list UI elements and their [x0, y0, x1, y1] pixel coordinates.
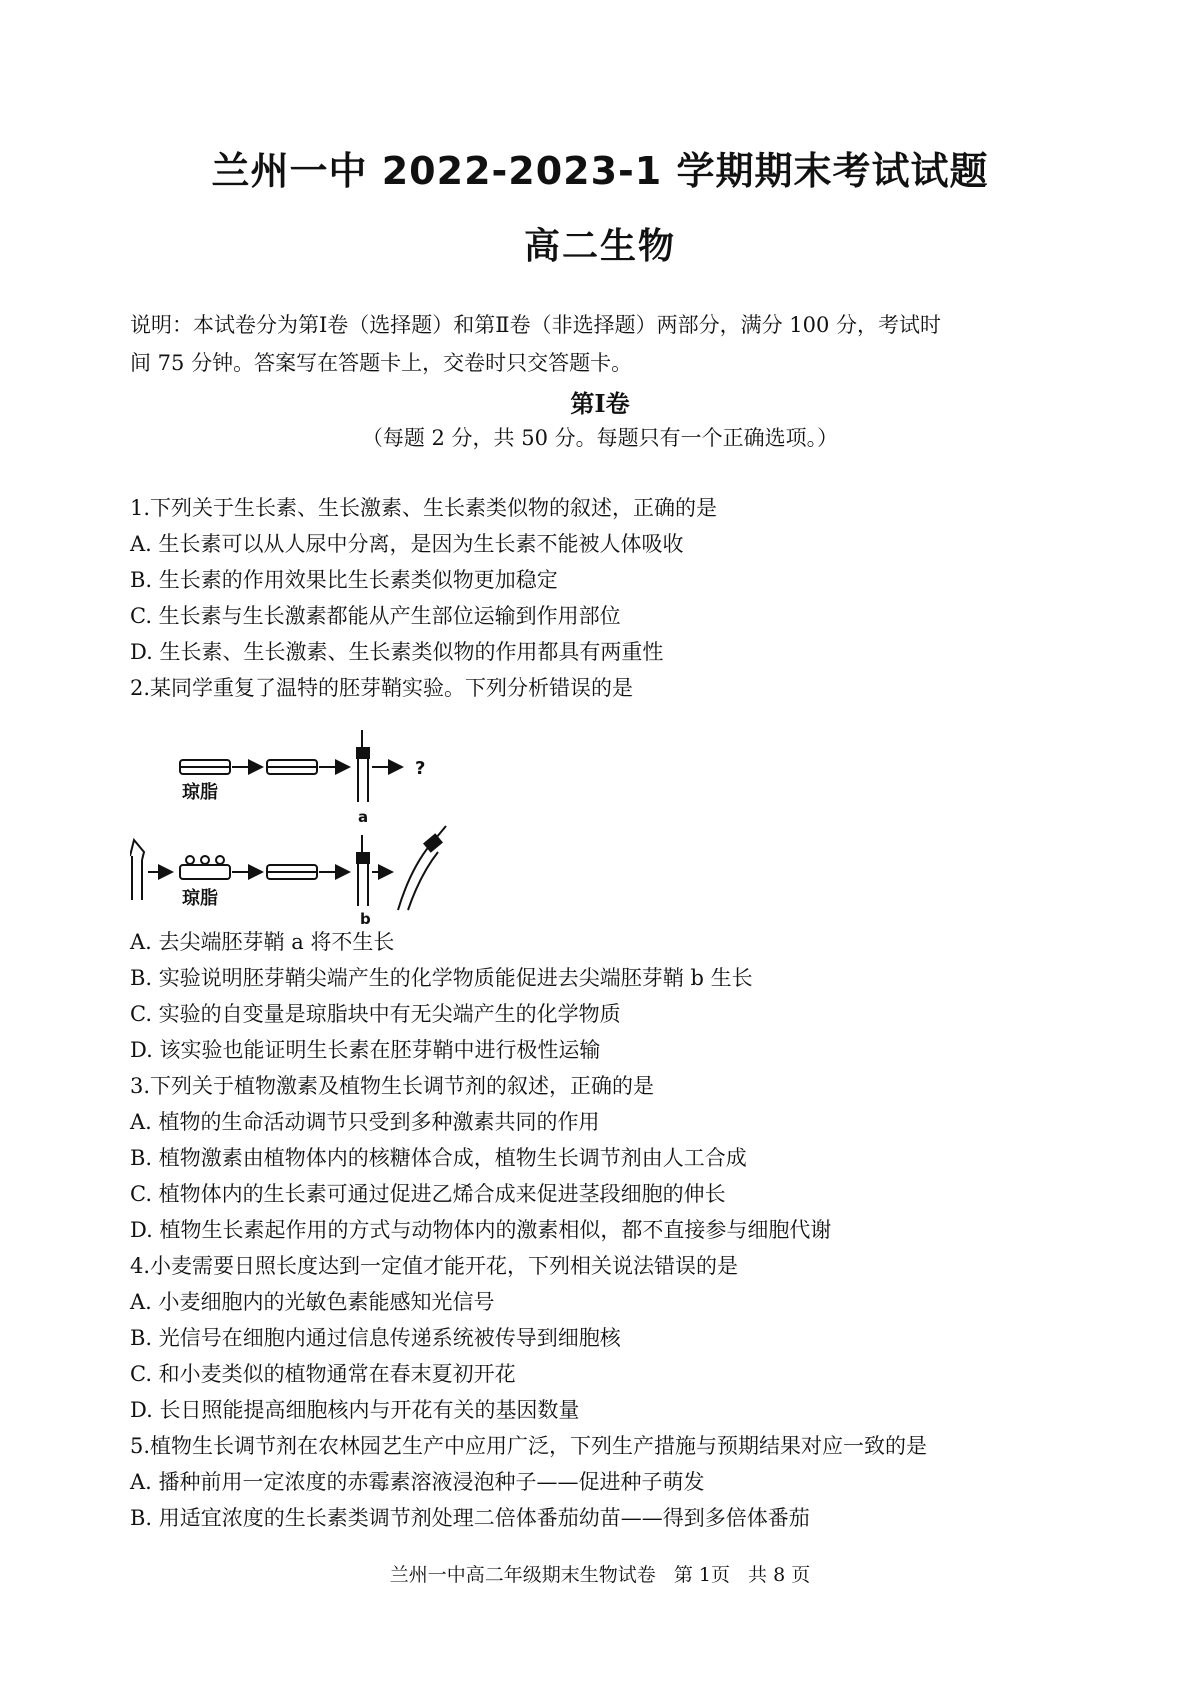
option-line: B. 植物激素由植物体内的核糖体合成，植物生长调节剂由人工合成: [130, 1146, 747, 1170]
section-note: （每题 2 分，共 50 分。每题只有一个正确选项。）: [361, 426, 839, 450]
question-line: 3.下列关于植物激素及植物生长调节剂的叙述，正确的是: [130, 1074, 655, 1098]
instruction-line: 说明：本试卷分为第Ⅰ卷（选择题）和第Ⅱ卷（非选择题）两部分，满分 100 分，考试时: [130, 313, 941, 337]
question-mark: ?: [415, 758, 426, 779]
page-footer: [0, 1560, 1200, 1587]
option-line: C. 植物体内的生长素可通过促进乙烯合成来促进茎段细胞的伸长: [130, 1182, 726, 1206]
option-line: B. 生长素的作用效果比生长素类似物更加稳定: [130, 568, 558, 592]
footer-page-number: 第 1页: [673, 1564, 730, 1586]
option-line: A. 小麦细胞内的光敏色素能感知光信号: [130, 1290, 495, 1314]
option-line: B. 实验说明胚芽鞘尖端产生的化学物质能促进去尖端胚芽鞘 b 生长: [130, 966, 753, 990]
option-line: A. 生长素可以从人尿中分离，是因为生长素不能被人体吸收: [130, 532, 684, 556]
option-line: C. 生长素与生长激素都能从产生部位运输到作用部位: [130, 604, 621, 628]
bottom-row: [130, 826, 446, 910]
went-experiment-diagram: [130, 720, 490, 925]
instructions: [130, 306, 1090, 382]
option-line: A. 去尖端胚芽鞘 a 将不生长: [130, 930, 395, 954]
option-line: A. 植物的生命活动调节只受到多种激素共同的作用: [130, 1110, 600, 1134]
bent-coleoptile: [398, 845, 430, 910]
question-block-2: [130, 924, 1090, 1536]
option-line: D. 生长素、生长激素、生长素类似物的作用都具有两重性: [130, 640, 664, 664]
label-b: b: [360, 910, 371, 925]
agar-block-with-tips: [180, 865, 230, 879]
question-line: 4.小麦需要日照长度达到一定值才能开花，下列相关说法错误的是: [130, 1254, 739, 1278]
agar-label-top: 琼脂: [182, 782, 218, 803]
question-line: 1.下列关于生长素、生长激素、生长素类似物的叙述，正确的是: [130, 496, 718, 520]
page-title: 兰州一中 2022-2023-1 学期期末考试试题: [211, 149, 989, 193]
option-line: C. 实验的自变量是琼脂块中有无尖端产生的化学物质: [130, 1002, 621, 1026]
option-line: B. 光信号在细胞内通过信息传递系统被传导到细胞核: [130, 1326, 621, 1350]
question-block-1: [130, 490, 1090, 706]
option-line: D. 该实验也能证明生长素在胚芽鞘中进行极性运输: [130, 1038, 601, 1062]
instruction-line: 间 75 分钟。答案写在答题卡上，交卷时只交答题卡。: [130, 351, 633, 375]
option-line: C. 和小麦类似的植物通常在春末夏初开花: [130, 1362, 516, 1386]
option-line: A. 播种前用一定浓度的赤霉素溶液浸泡种子——促进种子萌发: [130, 1470, 705, 1494]
label-a: a: [358, 808, 369, 826]
section-title: 第Ⅰ卷: [570, 389, 630, 418]
option-line: B. 用适宜浓度的生长素类调节剂处理二倍体番茄幼苗——得到多倍体番茄: [130, 1506, 810, 1530]
subject-title: 高二生物: [523, 226, 676, 267]
option-line: D. 植物生长素起作用的方式与动物体内的激素相似，都不直接参与细胞代谢: [130, 1218, 832, 1242]
question-line: 5.植物生长调节剂在农林园艺生产中应用广泛，下列生产措施与预期结果对应一致的是: [130, 1434, 928, 1458]
agar-label-bottom: 琼脂: [182, 888, 218, 909]
option-line: D. 长日照能提高细胞核内与开花有关的基因数量: [130, 1398, 580, 1422]
footer-total-pages: 共 8 页: [748, 1564, 811, 1586]
footer-exam-name: 兰州一中高二年级期末生物试卷: [389, 1564, 656, 1586]
question-line: 2.某同学重复了温特的胚芽鞘实验。下列分析错误的是: [130, 676, 634, 700]
